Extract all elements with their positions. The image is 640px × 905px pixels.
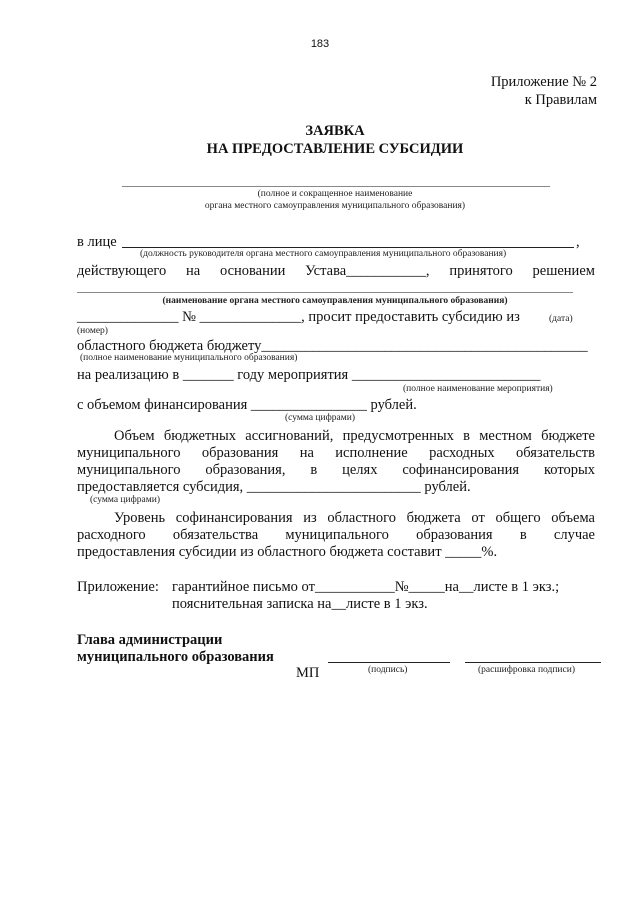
acting-word-2: на (185, 263, 201, 279)
in-face-label: в лице (77, 234, 117, 250)
body-name-underline (77, 292, 573, 293)
paragraph1-line-1: Объем бюджетных ассигнований, предусмотренных в местном бюджете (114, 428, 595, 444)
appendix-line-1: Приложение № 2 (490, 74, 597, 90)
acting-word-6: решением (532, 263, 595, 279)
signature-decoding-underline (465, 662, 601, 663)
implementation-line: на реализацию в _______ году мероприятия __________________________ (77, 367, 541, 383)
acting-word-3: основании (219, 263, 286, 279)
signature-underline (328, 662, 450, 663)
hint-org-line-1: (полное и сокращенное наименование (257, 189, 413, 199)
signatory-title-line-2: муниципального образования (77, 649, 274, 665)
org-name-underline (122, 186, 550, 187)
hint-body-name: (наименование органа местного самоуправления муниципального образования) (162, 296, 508, 306)
signatory-title-line-1: Глава администрации (77, 632, 223, 648)
in-face-underline (122, 247, 574, 248)
attachment-item-2: пояснительная записка на__листе в 1 экз. (172, 596, 428, 612)
acting-word-4: Устава___________, (305, 263, 430, 279)
acting-word-5: принятого (449, 263, 513, 279)
hint-event-name: (полное наименование мероприятия) (403, 384, 553, 394)
title-line-1: ЗАЯВКА (305, 123, 365, 139)
hint-org-line-2: органа местного самоуправления муниципального образования) (204, 201, 466, 211)
number-line: ______________ № ______________, просит предоставить субсидию из (77, 309, 520, 325)
hint-signature-decoding: (расшифровка подписи) (478, 665, 575, 675)
paragraph1-line-3: муниципального образования, в целях софинансирования которых (77, 462, 595, 478)
hint-financing-sum: (сумма цифрами) (285, 413, 355, 423)
hint-signature: (подпись) (368, 665, 408, 675)
appendix-line-2: к Правилам (524, 92, 597, 108)
acting-word-1: действующего (77, 263, 167, 279)
paragraph2-line-2: расходного обязательства муниципального образования в случае (77, 527, 595, 543)
in-face-comma: , (576, 234, 580, 250)
paragraph1-line-2: муниципального образования на исполнение расходных обязательств (77, 445, 595, 461)
attachment-item-1: гарантийное письмо от___________№_____на__листе в 1 экз.; (172, 579, 560, 595)
attachments-label: Приложение: (77, 579, 159, 595)
page-number: 183 (310, 38, 330, 50)
hint-municipality-name: (полное наименование муниципального образования) (80, 353, 298, 363)
hint-number: (номер) (77, 326, 108, 336)
title-line-2: НА ПРЕДОСТАВЛЕНИЕ СУБСИДИИ (206, 141, 464, 157)
paragraph1-line-4: предоставляется субсидия, ________________________ рублей. (77, 479, 471, 495)
budget-line: областного бюджета бюджету_____________________________________________ (77, 338, 588, 354)
acting-line (77, 262, 595, 280)
hint-subsidy-sum: (сумма цифрами) (90, 495, 160, 505)
hint-date: (дата) (549, 314, 573, 324)
stamp-place: МП (296, 665, 320, 681)
paragraph2-line-3: предоставления субсидии из областного бюджета составит _____%. (77, 544, 498, 560)
paragraph2-line-1: Уровень софинансирования из областного бюджета от общего объема (114, 510, 595, 526)
hint-head-position: (должность руководителя органа местного самоуправления муниципального образования) (140, 249, 507, 259)
financing-line: с объемом финансирования ________________ рублей. (77, 397, 417, 413)
